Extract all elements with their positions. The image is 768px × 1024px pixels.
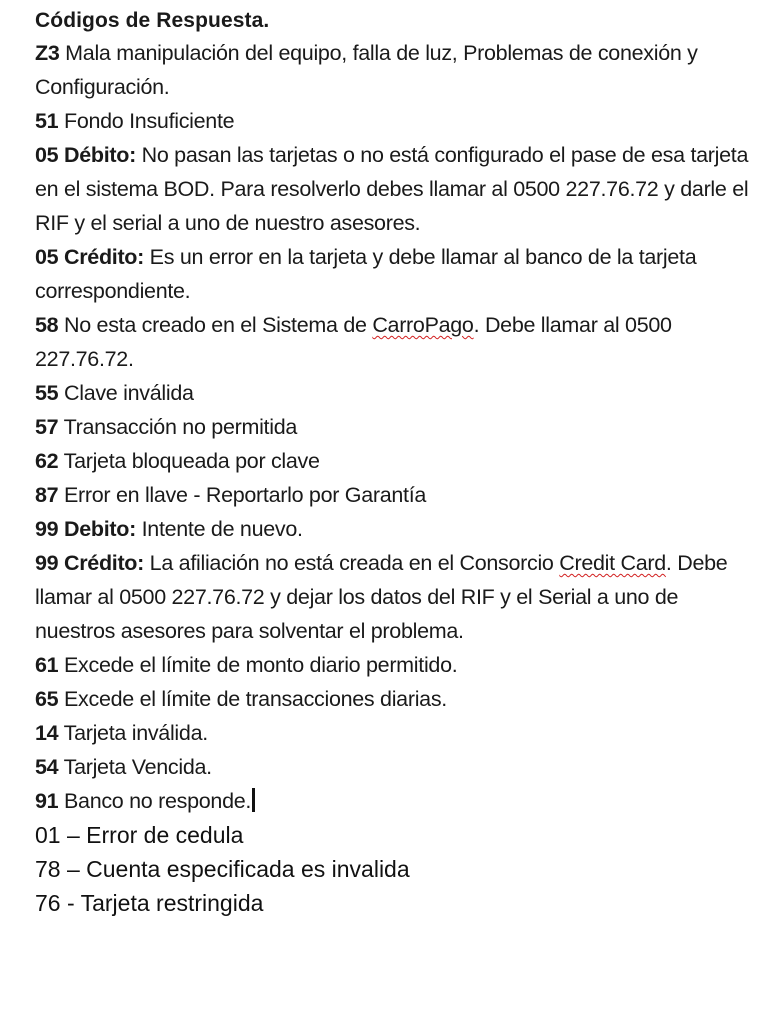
code-description: Es un error en la tarjeta y debe llamar al banco de la tarjeta correspondiente.: [35, 245, 697, 303]
code-label: 99 Crédito:: [35, 551, 144, 575]
code-description: Tarjeta inválida.: [58, 721, 208, 745]
code-label: 05 Crédito:: [35, 245, 144, 269]
code-description: Tarjeta bloqueada por clave: [58, 449, 320, 473]
code-label: 61: [35, 653, 59, 677]
code-description: Fondo Insuficiente: [58, 109, 235, 133]
code-label: 91: [35, 789, 59, 813]
entry-05-debito: [35, 138, 750, 240]
code-description: La afiliación no está creada en el Consorcio: [144, 551, 560, 575]
code-label: 51: [35, 109, 59, 133]
code-description: No esta creado en el Sistema de: [58, 313, 373, 337]
code-description: Error en llave - Reportarlo por Garantía: [58, 483, 427, 507]
entry-99-debito: [35, 512, 750, 546]
code-label: 57: [35, 415, 59, 439]
entry-65: [35, 682, 750, 716]
code-label: 14: [35, 721, 59, 745]
entry-91: [35, 784, 750, 818]
spellcheck-word: CarroPago: [372, 313, 474, 337]
code-label: 99 Debito:: [35, 517, 136, 541]
code-description-end: . Debe llamar al 0500 227.76.72 y dejar los datos del RIF y el Serial a uno de nuestros asesores para solventar el problema.: [35, 551, 728, 643]
code-label: Z3: [35, 41, 60, 65]
code-label: 65: [35, 687, 59, 711]
code-description: Clave inválida: [58, 381, 194, 405]
text-cursor: [252, 788, 255, 812]
code-description-end: . Debe llamar al 0500 227.76.72.: [35, 313, 672, 371]
code-label: 05 Débito:: [35, 143, 136, 167]
code-label: 54: [35, 755, 59, 779]
plain-line-78: 78 – Cuenta especificada es invalida: [35, 856, 410, 882]
entry-87: [35, 478, 750, 512]
entry-51: [35, 104, 750, 138]
document-title: Códigos de Respuesta.: [35, 9, 270, 32]
code-label: 87: [35, 483, 59, 507]
entry-z3: [35, 36, 750, 104]
entry-05-credito: [35, 240, 750, 308]
entry-14: [35, 716, 750, 750]
spellcheck-word: Credit Card: [559, 551, 666, 575]
code-description: Tarjeta Vencida.: [58, 755, 212, 779]
entry-57: [35, 410, 750, 444]
code-description: Intente de nuevo.: [135, 517, 303, 541]
code-label: 62: [35, 449, 59, 473]
code-description: Excede el límite de transacciones diarias.: [58, 687, 447, 711]
entry-99-credito: [35, 546, 750, 648]
code-description: Excede el límite de monto diario permitido.: [58, 653, 458, 677]
code-description: Banco no responde.: [58, 789, 252, 813]
code-label: 55: [35, 381, 59, 405]
code-description: No pasan las tarjetas o no está configurado el pase de esa tarjeta en el sistema BOD. Para resolverlo debes llamar al 0500 227.76.72 y darle el RIF y el serial a uno de nuestro asesores.: [35, 143, 749, 235]
plain-line-01: 01 – Error de cedula: [35, 822, 244, 848]
entry-58: [35, 308, 750, 376]
code-label: 58: [35, 313, 59, 337]
plain-line-76: 76 - Tarjeta restringida: [35, 890, 264, 916]
entry-61: [35, 648, 750, 682]
code-description: Transacción no permitida: [58, 415, 298, 439]
response-codes-document: [35, 6, 750, 920]
entry-55: [35, 376, 750, 410]
entry-54: [35, 750, 750, 784]
code-description: Mala manipulación del equipo, falla de luz, Problemas de conexión y Configuración.: [35, 41, 698, 99]
entry-62: [35, 444, 750, 478]
